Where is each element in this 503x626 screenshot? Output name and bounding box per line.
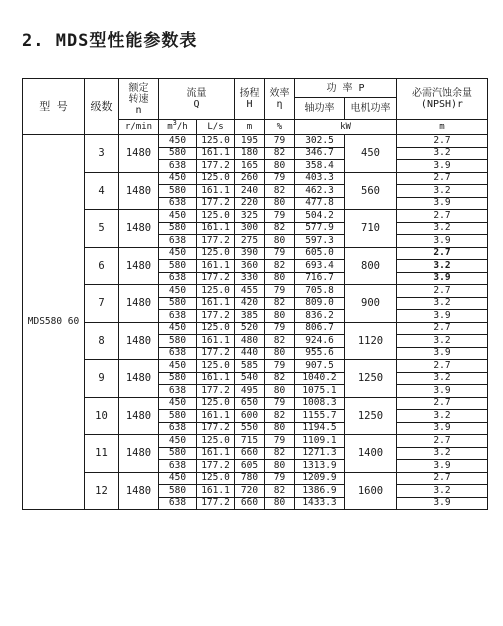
shaft-power-cell: 346.7 bbox=[295, 147, 345, 160]
unit-flow-m3h-base: m bbox=[167, 121, 173, 132]
shaft-power-cell: 605.0 bbox=[295, 247, 345, 260]
npsh-cell: 3.9 bbox=[397, 272, 488, 285]
flow-ls-cell: 125.0 bbox=[197, 285, 235, 298]
flow-ls-cell: 125.0 bbox=[197, 210, 235, 223]
npsh-cell: 2.7 bbox=[397, 322, 488, 335]
motor-power-cell: 1250 bbox=[345, 360, 397, 398]
efficiency-cell: 82 bbox=[265, 335, 295, 348]
flow-m3h-cell: 450 bbox=[159, 172, 197, 185]
flow-ls-cell: 125.0 bbox=[197, 322, 235, 335]
shaft-power-cell: 806.7 bbox=[295, 322, 345, 335]
head-cell: 420 bbox=[235, 297, 265, 310]
npsh-cell: 3.2 bbox=[397, 410, 488, 423]
head-cell: 715 bbox=[235, 435, 265, 448]
motor-power-cell: 560 bbox=[345, 172, 397, 210]
flow-m3h-cell: 580 bbox=[159, 297, 197, 310]
flow-m3h-cell: 638 bbox=[159, 422, 197, 435]
motor-power-cell: 1250 bbox=[345, 397, 397, 435]
npsh-cell: 3.2 bbox=[397, 260, 488, 273]
npsh-cell: 3.9 bbox=[397, 385, 488, 398]
head-cell: 520 bbox=[235, 322, 265, 335]
speed-cell: 1480 bbox=[119, 210, 159, 248]
shaft-power-cell: 1155.7 bbox=[295, 410, 345, 423]
npsh-cell: 3.2 bbox=[397, 147, 488, 160]
shaft-power-cell: 907.5 bbox=[295, 360, 345, 373]
unit-npsh: m bbox=[397, 120, 488, 135]
efficiency-cell: 80 bbox=[265, 272, 295, 285]
efficiency-cell: 79 bbox=[265, 172, 295, 185]
shaft-power-cell: 1194.5 bbox=[295, 422, 345, 435]
efficiency-cell: 79 bbox=[265, 435, 295, 448]
efficiency-cell: 79 bbox=[265, 135, 295, 148]
npsh-cell: 2.7 bbox=[397, 397, 488, 410]
table-row bbox=[23, 172, 488, 185]
flow-ls-cell: 125.0 bbox=[197, 472, 235, 485]
efficiency-cell: 82 bbox=[265, 372, 295, 385]
shaft-power-cell: 358.4 bbox=[295, 160, 345, 173]
speed-cell: 1480 bbox=[119, 285, 159, 323]
header-shaft-power: 轴功率 bbox=[295, 98, 345, 120]
page-title: 2. MDS型性能参数表 bbox=[22, 31, 198, 51]
stage-cell: 4 bbox=[85, 172, 119, 210]
shaft-power-cell: 1008.3 bbox=[295, 397, 345, 410]
head-cell: 585 bbox=[235, 360, 265, 373]
shaft-power-cell: 504.2 bbox=[295, 210, 345, 223]
flow-m3h-cell: 638 bbox=[159, 272, 197, 285]
npsh-cell: 2.7 bbox=[397, 285, 488, 298]
npsh-cell: 3.2 bbox=[397, 372, 488, 385]
flow-m3h-cell: 580 bbox=[159, 335, 197, 348]
header-efficiency bbox=[265, 79, 295, 120]
npsh-cell: 2.7 bbox=[397, 172, 488, 185]
motor-power-cell: 1120 bbox=[345, 322, 397, 360]
head-cell: 180 bbox=[235, 147, 265, 160]
table-row bbox=[23, 285, 488, 298]
unit-power: kW bbox=[295, 120, 397, 135]
flow-m3h-cell: 638 bbox=[159, 310, 197, 323]
header-speed bbox=[119, 79, 159, 120]
npsh-cell: 3.9 bbox=[397, 197, 488, 210]
npsh-cell: 3.2 bbox=[397, 222, 488, 235]
header-model: 型 号 bbox=[23, 79, 85, 135]
stage-cell: 10 bbox=[85, 397, 119, 435]
shaft-power-cell: 1433.3 bbox=[295, 497, 345, 510]
unit-efficiency: % bbox=[265, 120, 295, 135]
efficiency-cell: 80 bbox=[265, 347, 295, 360]
shaft-power-cell: 924.6 bbox=[295, 335, 345, 348]
stage-cell: 12 bbox=[85, 472, 119, 510]
flow-m3h-cell: 450 bbox=[159, 435, 197, 448]
speed-cell: 1480 bbox=[119, 135, 159, 173]
head-cell: 600 bbox=[235, 410, 265, 423]
head-cell: 720 bbox=[235, 485, 265, 498]
flow-ls-cell: 161.1 bbox=[197, 147, 235, 160]
shaft-power-cell: 1313.9 bbox=[295, 460, 345, 473]
flow-m3h-cell: 638 bbox=[159, 385, 197, 398]
flow-m3h-cell: 450 bbox=[159, 210, 197, 223]
efficiency-cell: 80 bbox=[265, 197, 295, 210]
efficiency-cell: 80 bbox=[265, 422, 295, 435]
npsh-cell: 2.7 bbox=[397, 135, 488, 148]
shaft-power-cell: 836.2 bbox=[295, 310, 345, 323]
efficiency-cell: 79 bbox=[265, 247, 295, 260]
speed-cell: 1480 bbox=[119, 172, 159, 210]
head-cell: 480 bbox=[235, 335, 265, 348]
head-cell: 780 bbox=[235, 472, 265, 485]
efficiency-cell: 82 bbox=[265, 410, 295, 423]
npsh-cell: 3.2 bbox=[397, 447, 488, 460]
shaft-power-cell: 716.7 bbox=[295, 272, 345, 285]
motor-power-cell: 1400 bbox=[345, 435, 397, 473]
npsh-cell: 3.2 bbox=[397, 185, 488, 198]
stage-cell: 6 bbox=[85, 247, 119, 285]
flow-ls-cell: 125.0 bbox=[197, 360, 235, 373]
flow-m3h-cell: 580 bbox=[159, 485, 197, 498]
flow-ls-cell: 177.2 bbox=[197, 197, 235, 210]
shaft-power-cell: 1075.1 bbox=[295, 385, 345, 398]
flow-ls-cell: 161.1 bbox=[197, 335, 235, 348]
npsh-cell: 2.7 bbox=[397, 472, 488, 485]
header-speed-line1: 额定 bbox=[128, 82, 149, 94]
head-cell: 540 bbox=[235, 372, 265, 385]
speed-cell: 1480 bbox=[119, 435, 159, 473]
flow-ls-cell: 125.0 bbox=[197, 135, 235, 148]
shaft-power-cell: 462.3 bbox=[295, 185, 345, 198]
head-cell: 660 bbox=[235, 447, 265, 460]
shaft-power-cell: 809.0 bbox=[295, 297, 345, 310]
flow-ls-cell: 177.2 bbox=[197, 310, 235, 323]
motor-power-cell: 1600 bbox=[345, 472, 397, 510]
flow-m3h-cell: 450 bbox=[159, 397, 197, 410]
stage-cell: 9 bbox=[85, 360, 119, 398]
table-row bbox=[23, 360, 488, 373]
shaft-power-cell: 1040.2 bbox=[295, 372, 345, 385]
stage-cell: 11 bbox=[85, 435, 119, 473]
model-cell: MDS580 60 bbox=[23, 135, 85, 510]
header-head-label: 扬程 bbox=[239, 88, 260, 99]
flow-m3h-cell: 450 bbox=[159, 247, 197, 260]
flow-m3h-cell: 638 bbox=[159, 460, 197, 473]
flow-ls-cell: 177.2 bbox=[197, 272, 235, 285]
flow-m3h-cell: 580 bbox=[159, 260, 197, 273]
efficiency-cell: 80 bbox=[265, 460, 295, 473]
table-row bbox=[23, 135, 488, 148]
head-cell: 385 bbox=[235, 310, 265, 323]
efficiency-cell: 82 bbox=[265, 222, 295, 235]
efficiency-cell: 80 bbox=[265, 235, 295, 248]
efficiency-cell: 79 bbox=[265, 285, 295, 298]
table-row bbox=[23, 435, 488, 448]
stage-cell: 3 bbox=[85, 135, 119, 173]
unit-flow-ls: L/s bbox=[197, 120, 235, 135]
header-power: 功 率 P bbox=[295, 79, 397, 98]
unit-flow-m3h bbox=[159, 120, 197, 135]
efficiency-cell: 79 bbox=[265, 472, 295, 485]
flow-m3h-cell: 450 bbox=[159, 360, 197, 373]
head-cell: 660 bbox=[235, 497, 265, 510]
head-cell: 240 bbox=[235, 185, 265, 198]
speed-cell: 1480 bbox=[119, 322, 159, 360]
head-cell: 165 bbox=[235, 160, 265, 173]
flow-m3h-cell: 580 bbox=[159, 372, 197, 385]
efficiency-cell: 79 bbox=[265, 322, 295, 335]
header-motor-power: 电机功率 bbox=[345, 98, 397, 120]
head-cell: 550 bbox=[235, 422, 265, 435]
npsh-cell: 2.7 bbox=[397, 247, 488, 260]
speed-cell: 1480 bbox=[119, 397, 159, 435]
header-head-symbol: H bbox=[246, 99, 253, 110]
flow-m3h-cell: 638 bbox=[159, 160, 197, 173]
flow-ls-cell: 177.2 bbox=[197, 347, 235, 360]
npsh-cell: 3.9 bbox=[397, 160, 488, 173]
head-cell: 390 bbox=[235, 247, 265, 260]
header-efficiency-label: 效率 bbox=[269, 88, 290, 99]
flow-ls-cell: 161.1 bbox=[197, 410, 235, 423]
head-cell: 605 bbox=[235, 460, 265, 473]
head-cell: 330 bbox=[235, 272, 265, 285]
npsh-cell: 2.7 bbox=[397, 210, 488, 223]
flow-m3h-cell: 450 bbox=[159, 472, 197, 485]
header-head bbox=[235, 79, 265, 120]
flow-ls-cell: 177.2 bbox=[197, 160, 235, 173]
efficiency-cell: 80 bbox=[265, 160, 295, 173]
header-npsh bbox=[397, 79, 488, 120]
head-cell: 260 bbox=[235, 172, 265, 185]
flow-ls-cell: 125.0 bbox=[197, 397, 235, 410]
npsh-cell: 3.2 bbox=[397, 335, 488, 348]
flow-ls-cell: 125.0 bbox=[197, 172, 235, 185]
head-cell: 220 bbox=[235, 197, 265, 210]
header-npsh-line2: (NPSH)r bbox=[420, 99, 464, 110]
header-flow-label: 流量 bbox=[186, 88, 207, 99]
flow-m3h-cell: 638 bbox=[159, 235, 197, 248]
shaft-power-cell: 1109.1 bbox=[295, 435, 345, 448]
flow-ls-cell: 177.2 bbox=[197, 460, 235, 473]
header-speed-line2: 转速 bbox=[128, 93, 149, 105]
performance-table bbox=[22, 78, 488, 510]
head-cell: 440 bbox=[235, 347, 265, 360]
header-stages: 级数 bbox=[85, 79, 119, 135]
flow-ls-cell: 161.1 bbox=[197, 372, 235, 385]
flow-ls-cell: 125.0 bbox=[197, 247, 235, 260]
head-cell: 360 bbox=[235, 260, 265, 273]
efficiency-cell: 79 bbox=[265, 210, 295, 223]
efficiency-cell: 79 bbox=[265, 360, 295, 373]
flow-ls-cell: 161.1 bbox=[197, 222, 235, 235]
head-cell: 195 bbox=[235, 135, 265, 148]
npsh-cell: 3.9 bbox=[397, 310, 488, 323]
header-speed-symbol: n bbox=[135, 104, 142, 116]
table-row bbox=[23, 397, 488, 410]
stage-cell: 5 bbox=[85, 210, 119, 248]
shaft-power-cell: 597.3 bbox=[295, 235, 345, 248]
shaft-power-cell: 577.9 bbox=[295, 222, 345, 235]
efficiency-cell: 79 bbox=[265, 397, 295, 410]
motor-power-cell: 900 bbox=[345, 285, 397, 323]
flow-m3h-cell: 638 bbox=[159, 497, 197, 510]
npsh-cell: 3.9 bbox=[397, 422, 488, 435]
header-npsh-line1: 必需汽蚀余量 bbox=[412, 88, 472, 99]
flow-m3h-cell: 580 bbox=[159, 147, 197, 160]
flow-ls-cell: 161.1 bbox=[197, 260, 235, 273]
unit-speed: r/min bbox=[119, 120, 159, 135]
flow-m3h-cell: 638 bbox=[159, 197, 197, 210]
table-row bbox=[23, 210, 488, 223]
flow-ls-cell: 177.2 bbox=[197, 235, 235, 248]
efficiency-cell: 82 bbox=[265, 147, 295, 160]
efficiency-cell: 82 bbox=[265, 185, 295, 198]
flow-m3h-cell: 580 bbox=[159, 185, 197, 198]
flow-ls-cell: 161.1 bbox=[197, 485, 235, 498]
flow-m3h-cell: 450 bbox=[159, 322, 197, 335]
head-cell: 275 bbox=[235, 235, 265, 248]
speed-cell: 1480 bbox=[119, 247, 159, 285]
speed-cell: 1480 bbox=[119, 472, 159, 510]
flow-m3h-cell: 580 bbox=[159, 222, 197, 235]
shaft-power-cell: 1271.3 bbox=[295, 447, 345, 460]
table-row bbox=[23, 322, 488, 335]
flow-m3h-cell: 580 bbox=[159, 410, 197, 423]
npsh-cell: 3.9 bbox=[397, 347, 488, 360]
shaft-power-cell: 955.6 bbox=[295, 347, 345, 360]
header-flow bbox=[159, 79, 235, 120]
speed-cell: 1480 bbox=[119, 360, 159, 398]
npsh-cell: 3.9 bbox=[397, 460, 488, 473]
efficiency-cell: 80 bbox=[265, 497, 295, 510]
efficiency-cell: 80 bbox=[265, 310, 295, 323]
flow-ls-cell: 177.2 bbox=[197, 385, 235, 398]
motor-power-cell: 800 bbox=[345, 247, 397, 285]
npsh-cell: 3.2 bbox=[397, 297, 488, 310]
flow-m3h-cell: 638 bbox=[159, 347, 197, 360]
flow-ls-cell: 177.2 bbox=[197, 497, 235, 510]
npsh-cell: 2.7 bbox=[397, 360, 488, 373]
efficiency-cell: 80 bbox=[265, 385, 295, 398]
motor-power-cell: 710 bbox=[345, 210, 397, 248]
header-flow-symbol: Q bbox=[193, 99, 200, 110]
flow-ls-cell: 161.1 bbox=[197, 297, 235, 310]
unit-flow-m3h-tail: /h bbox=[176, 121, 188, 132]
efficiency-cell: 82 bbox=[265, 260, 295, 273]
npsh-cell: 2.7 bbox=[397, 435, 488, 448]
shaft-power-cell: 705.8 bbox=[295, 285, 345, 298]
flow-ls-cell: 177.2 bbox=[197, 422, 235, 435]
shaft-power-cell: 693.4 bbox=[295, 260, 345, 273]
stage-cell: 7 bbox=[85, 285, 119, 323]
flow-m3h-cell: 450 bbox=[159, 135, 197, 148]
performance-table-body bbox=[23, 135, 488, 510]
header-efficiency-symbol: η bbox=[276, 99, 283, 110]
efficiency-cell: 82 bbox=[265, 297, 295, 310]
flow-m3h-cell: 580 bbox=[159, 447, 197, 460]
npsh-cell: 3.9 bbox=[397, 235, 488, 248]
head-cell: 495 bbox=[235, 385, 265, 398]
stage-cell: 8 bbox=[85, 322, 119, 360]
shaft-power-cell: 302.5 bbox=[295, 135, 345, 148]
motor-power-cell: 450 bbox=[345, 135, 397, 173]
unit-flow-m3h-sup: 3 bbox=[172, 119, 177, 127]
head-cell: 300 bbox=[235, 222, 265, 235]
efficiency-cell: 82 bbox=[265, 447, 295, 460]
shaft-power-cell: 403.3 bbox=[295, 172, 345, 185]
flow-m3h-cell: 450 bbox=[159, 285, 197, 298]
table-row bbox=[23, 472, 488, 485]
efficiency-cell: 82 bbox=[265, 485, 295, 498]
head-cell: 455 bbox=[235, 285, 265, 298]
npsh-cell: 3.2 bbox=[397, 485, 488, 498]
shaft-power-cell: 1386.9 bbox=[295, 485, 345, 498]
table-row bbox=[23, 247, 488, 260]
npsh-cell: 3.9 bbox=[397, 497, 488, 510]
shaft-power-cell: 1209.9 bbox=[295, 472, 345, 485]
flow-ls-cell: 125.0 bbox=[197, 435, 235, 448]
shaft-power-cell: 477.8 bbox=[295, 197, 345, 210]
unit-head: m bbox=[235, 120, 265, 135]
head-cell: 650 bbox=[235, 397, 265, 410]
flow-ls-cell: 161.1 bbox=[197, 447, 235, 460]
head-cell: 325 bbox=[235, 210, 265, 223]
flow-ls-cell: 161.1 bbox=[197, 185, 235, 198]
